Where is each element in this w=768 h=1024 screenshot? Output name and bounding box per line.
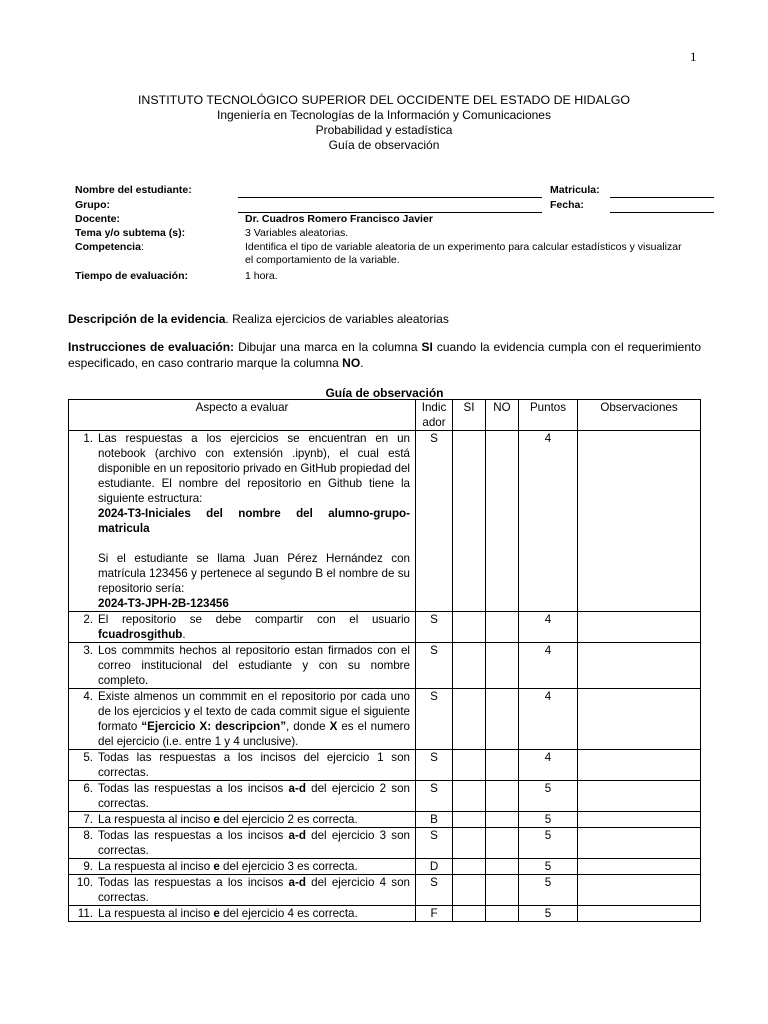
row-no-cell[interactable] (486, 859, 519, 875)
row-aspect (98, 859, 410, 874)
student-name-line[interactable] (238, 197, 542, 198)
document-type: Guía de observación (328, 138, 440, 152)
row-si-cell[interactable] (453, 875, 486, 906)
table-row (69, 612, 701, 643)
aspect-bold: e (213, 813, 220, 826)
aspect-text: . (182, 628, 186, 641)
aspect-bold: fcuadrosgithub (98, 628, 183, 641)
row-points: 4 (519, 689, 578, 750)
instructions-text: cuando la evidencia cumpla con el requerimiento especificado, en caso contrario marque la columna (68, 340, 702, 370)
row-no-cell[interactable] (486, 612, 519, 643)
row-indicator: B (416, 812, 453, 828)
row-aspect (98, 906, 410, 921)
aspect-text: Todas las respuestas a los incisos (98, 876, 289, 889)
aspect-text: , donde (286, 720, 330, 733)
row-indicator: S (416, 781, 453, 812)
header-si: SI (453, 400, 486, 431)
row-points: 4 (519, 643, 578, 689)
row-si-cell[interactable] (453, 812, 486, 828)
row-aspect (98, 781, 410, 811)
row-indicator: F (416, 906, 453, 922)
row-points: 5 (519, 828, 578, 859)
aspect-text: El repositorio se debe compartir con el usuario (98, 613, 410, 626)
observation-table (68, 399, 701, 922)
aspect-text: La respuesta al inciso (98, 813, 214, 826)
time-value: 1 hora. (245, 270, 278, 282)
evidence-description (68, 311, 701, 327)
header-indicator (416, 400, 453, 431)
row-si-cell[interactable] (453, 859, 486, 875)
row-aspect: Todas las respuestas a los incisos del ejercicio 1 son correctas. (98, 751, 410, 779)
table-row (69, 781, 701, 812)
aspect-text: Todas las respuestas a los incisos (98, 829, 289, 842)
header-indicator-line1: Indic (421, 401, 447, 414)
row-observations-cell[interactable] (578, 859, 701, 875)
matricula-line[interactable] (610, 197, 714, 198)
header-points: Puntos (519, 400, 578, 431)
row-aspect (98, 431, 410, 611)
row-no-cell[interactable] (486, 828, 519, 859)
row-points: 5 (519, 875, 578, 906)
row-number: 7. (83, 813, 93, 826)
aspect-text: Existe almenos un commmit en el repositorio por cada uno de los ejercicios y el texto de cada commit sigue el siguiente formato (98, 690, 410, 733)
aspect-text: La respuesta al inciso (98, 907, 214, 920)
row-observations-cell[interactable] (578, 781, 701, 812)
row-no-cell[interactable] (486, 431, 519, 612)
row-observations-cell[interactable] (578, 875, 701, 906)
aspect-text: del ejercicio 4 son correctas. (98, 876, 410, 904)
aspect-text: es el numero del ejercicio (i.e. entre 1 y 4 unclusive). (98, 720, 410, 748)
program-name: Ingeniería en Tecnologías de la Información y Comunicaciones (217, 108, 551, 122)
row-aspect (98, 875, 410, 905)
row-no-cell[interactable] (486, 643, 519, 689)
row-indicator: S (416, 431, 453, 612)
subject-name: Probabilidad y estadística (315, 123, 453, 137)
row-si-cell[interactable] (453, 828, 486, 859)
row-observations-cell[interactable] (578, 750, 701, 781)
row-indicator: D (416, 859, 453, 875)
group-label: Grupo: (75, 199, 110, 211)
row-number: 5. (83, 751, 93, 764)
competence-colon: : (140, 241, 144, 253)
row-no-cell[interactable] (486, 689, 519, 750)
aspect-text: Si el estudiante se llama Juan Pérez Hernández con matrícula 123456 y pertenece al segundo B el nombre de su repositorio sería: (98, 552, 410, 595)
row-no-cell[interactable] (486, 812, 519, 828)
row-points: 5 (519, 859, 578, 875)
row-indicator: S (416, 750, 453, 781)
row-number: 9. (83, 860, 93, 873)
instructions-label: Instrucciones de evaluación: (68, 340, 235, 354)
table-row (69, 828, 701, 859)
instructions-si: SI (421, 340, 433, 354)
description-label: Descripción de la evidencia (68, 312, 226, 326)
row-aspect (98, 812, 410, 827)
aspect-bold: a-d (288, 829, 306, 842)
row-points: 5 (519, 812, 578, 828)
row-number: 10. (76, 876, 93, 889)
page-number: 1 (690, 49, 697, 64)
aspect-text: del ejercicio 2 es correcta. (219, 813, 358, 826)
aspect-bold: a-d (288, 876, 306, 889)
row-no-cell[interactable] (486, 875, 519, 906)
row-si-cell[interactable] (453, 781, 486, 812)
row-indicator: S (416, 689, 453, 750)
instructions-no: NO (342, 356, 361, 370)
row-aspect (98, 689, 410, 749)
aspect-text: del ejercicio 3 es correcta. (219, 860, 358, 873)
aspect-bold: 2024-T3-JPH-2B-123456 (98, 597, 229, 610)
aspect-text: del ejercicio 3 son correctas. (98, 829, 410, 857)
aspect-text: Las respuestas a los ejercicios se encuentran en un notebook (archivo con extensión .ipynb), el cual está disponible en un repositorio privado en GitHub propiedad del estudiante. El nombre del repositorio en Github tiene la siguiente estructura: (98, 432, 410, 505)
row-number: 11. (77, 907, 93, 920)
row-points: 4 (519, 431, 578, 612)
table-row (69, 906, 701, 922)
row-points: 4 (519, 612, 578, 643)
row-observations-cell[interactable] (578, 689, 701, 750)
aspect-text: La respuesta al inciso (98, 860, 214, 873)
table-row (69, 431, 701, 612)
topic-label: Tema y/o subtema (s): (75, 227, 186, 239)
time-label: Tiempo de evaluación: (75, 270, 189, 282)
student-name-label: Nombre del estudiante: (75, 184, 192, 196)
row-number: 4. (83, 690, 93, 703)
row-observations-cell[interactable] (578, 612, 701, 643)
aspect-bold: X (329, 720, 338, 733)
table-title: Guía de observación (325, 386, 444, 400)
row-number: 8. (83, 829, 93, 842)
row-no-cell[interactable] (486, 906, 519, 922)
row-number: 1. (83, 432, 93, 445)
header-aspect: Aspecto a evaluar (69, 400, 416, 431)
row-points: 5 (519, 906, 578, 922)
aspect-bold: e (213, 860, 220, 873)
table-row (69, 689, 701, 750)
row-no-cell[interactable] (486, 750, 519, 781)
fecha-line[interactable] (610, 212, 714, 213)
row-indicator: S (416, 828, 453, 859)
aspect-text: Todas las respuestas a los incisos (98, 782, 289, 795)
row-observations-cell[interactable] (578, 431, 701, 612)
table-row (69, 643, 701, 689)
row-si-cell[interactable] (453, 689, 486, 750)
competence-value-line1: Identifica el tipo de variable aleatoria de un experimento para calcular estadísticos y visualizar (245, 241, 682, 253)
fecha-label: Fecha: (550, 199, 584, 211)
row-observations-cell[interactable] (578, 812, 701, 828)
row-si-cell[interactable] (453, 431, 486, 612)
header-indicator-line2: ador (422, 416, 446, 429)
row-aspect: Los commmits hechos al repositorio estan firmados con el correo institucional del estudiante y con su nombre completo. (98, 644, 410, 687)
aspect-bold: “Ejercicio X: descripcion” (141, 720, 287, 733)
table-header-row (69, 400, 701, 431)
description-text: . Realiza ejercicios de variables aleatorias (225, 312, 449, 326)
row-indicator: S (416, 643, 453, 689)
row-observations-cell[interactable] (578, 643, 701, 689)
aspect-bold: 2024-T3-Iniciales del nombre del alumno-grupo-matricula (98, 507, 410, 535)
row-points: 5 (519, 781, 578, 812)
row-indicator: S (416, 612, 453, 643)
row-aspect (98, 828, 410, 858)
document-header (0, 93, 768, 153)
row-points: 4 (519, 750, 578, 781)
topic-value: 3 Variables aleatorias. (245, 227, 349, 239)
table-row (69, 812, 701, 828)
table-row (69, 875, 701, 906)
row-si-cell[interactable] (453, 643, 486, 689)
row-no-cell[interactable] (486, 781, 519, 812)
teacher-value: Dr. Cuadros Romero Francisco Javier (245, 213, 433, 225)
table-row (69, 859, 701, 875)
row-si-cell[interactable] (453, 612, 486, 643)
teacher-label: Docente: (75, 213, 120, 225)
row-number: 3. (83, 644, 93, 657)
competence-label-row (75, 241, 144, 253)
row-observations-cell[interactable] (578, 828, 701, 859)
row-observations-cell[interactable] (578, 906, 701, 922)
evaluation-instructions (68, 339, 701, 371)
matricula-label: Matricula: (550, 184, 600, 196)
row-si-cell[interactable] (453, 906, 486, 922)
competence-value-line2: el comportamiento de la variable. (245, 254, 400, 266)
row-aspect (98, 612, 410, 642)
instructions-text: . (360, 356, 364, 370)
row-si-cell[interactable] (453, 750, 486, 781)
competence-label: Competencia (75, 241, 141, 253)
aspect-bold: a-d (288, 782, 306, 795)
aspect-bold: e (213, 907, 220, 920)
instructions-text: Dibujar una marca en la columna (234, 340, 422, 354)
table-row (69, 750, 701, 781)
header-no: NO (486, 400, 519, 431)
row-indicator: S (416, 875, 453, 906)
row-number: 6. (83, 782, 93, 795)
aspect-text: del ejercicio 2 son correctas. (98, 782, 410, 810)
aspect-text: del ejercicio 4 es correcta. (219, 907, 358, 920)
row-number: 2. (83, 613, 93, 626)
header-observations: Observaciones (578, 400, 701, 431)
institution-name: INSTITUTO TECNOLÓGICO SUPERIOR DEL OCCIDENTE DEL ESTADO DE HIDALGO (137, 93, 631, 107)
